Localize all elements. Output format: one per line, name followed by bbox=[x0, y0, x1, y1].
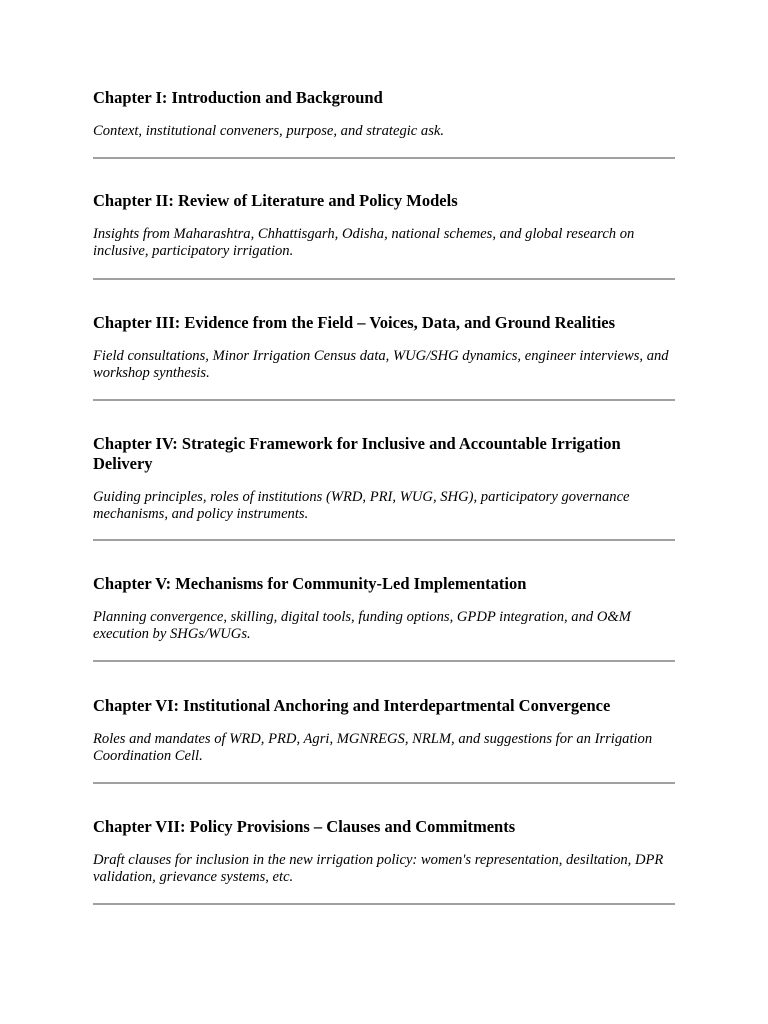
chapter-title: Chapter III: Evidence from the Field – Voices, Data, and Ground Realities bbox=[93, 313, 616, 332]
chapter-7 bbox=[93, 817, 675, 886]
chapter-title: Chapter VII: Policy Provisions – Clauses and Commitments bbox=[93, 817, 516, 836]
chapter-title: Chapter IV: Strategic Framework for Inclusive and Accountable Irrigation Delivery bbox=[93, 434, 621, 473]
divider bbox=[93, 903, 675, 905]
divider bbox=[93, 660, 675, 662]
divider bbox=[93, 782, 675, 784]
chapter-1 bbox=[93, 88, 675, 140]
chapter-description: Insights from Maharashtra, Chhattisgarh, Odisha, national schemes, and global research on inclusive, participatory irrigation. bbox=[93, 226, 635, 259]
chapter-4 bbox=[93, 434, 675, 523]
chapter-5 bbox=[93, 574, 675, 643]
chapter-description: Field consultations, Minor Irrigation Census data, WUG/SHG dynamics, engineer interviews, and workshop synthesis. bbox=[93, 348, 669, 381]
divider bbox=[93, 539, 675, 541]
divider bbox=[93, 278, 675, 280]
chapter-description: Guiding principles, roles of institutions (WRD, PRI, WUG, SHG), participatory governance mechanisms, and policy instruments. bbox=[93, 489, 630, 522]
chapter-title: Chapter V: Mechanisms for Community-Led Implementation bbox=[93, 574, 527, 593]
chapter-description: Roles and mandates of WRD, PRD, Agri, MGNREGS, NRLM, and suggestions for an Irrigation Coordination Cell. bbox=[93, 731, 653, 764]
divider bbox=[93, 399, 675, 401]
chapter-description: Context, institutional conveners, purpose, and strategic ask. bbox=[93, 123, 445, 139]
chapter-6 bbox=[93, 696, 675, 765]
chapter-title: Chapter II: Review of Literature and Policy Models bbox=[93, 191, 458, 210]
chapter-2 bbox=[93, 191, 675, 260]
chapter-description: Draft clauses for inclusion in the new irrigation policy: women's representation, desiltation, DPR validation, grievance systems, etc. bbox=[93, 852, 664, 885]
divider bbox=[93, 157, 675, 159]
chapter-3 bbox=[93, 313, 675, 382]
chapter-title: Chapter I: Introduction and Background bbox=[93, 88, 383, 107]
chapter-description: Planning convergence, skilling, digital tools, funding options, GPDP integration, and O&M execution by SHGs/WUGs. bbox=[93, 609, 631, 642]
chapter-title: Chapter VI: Institutional Anchoring and Interdepartmental Convergence bbox=[93, 696, 611, 715]
